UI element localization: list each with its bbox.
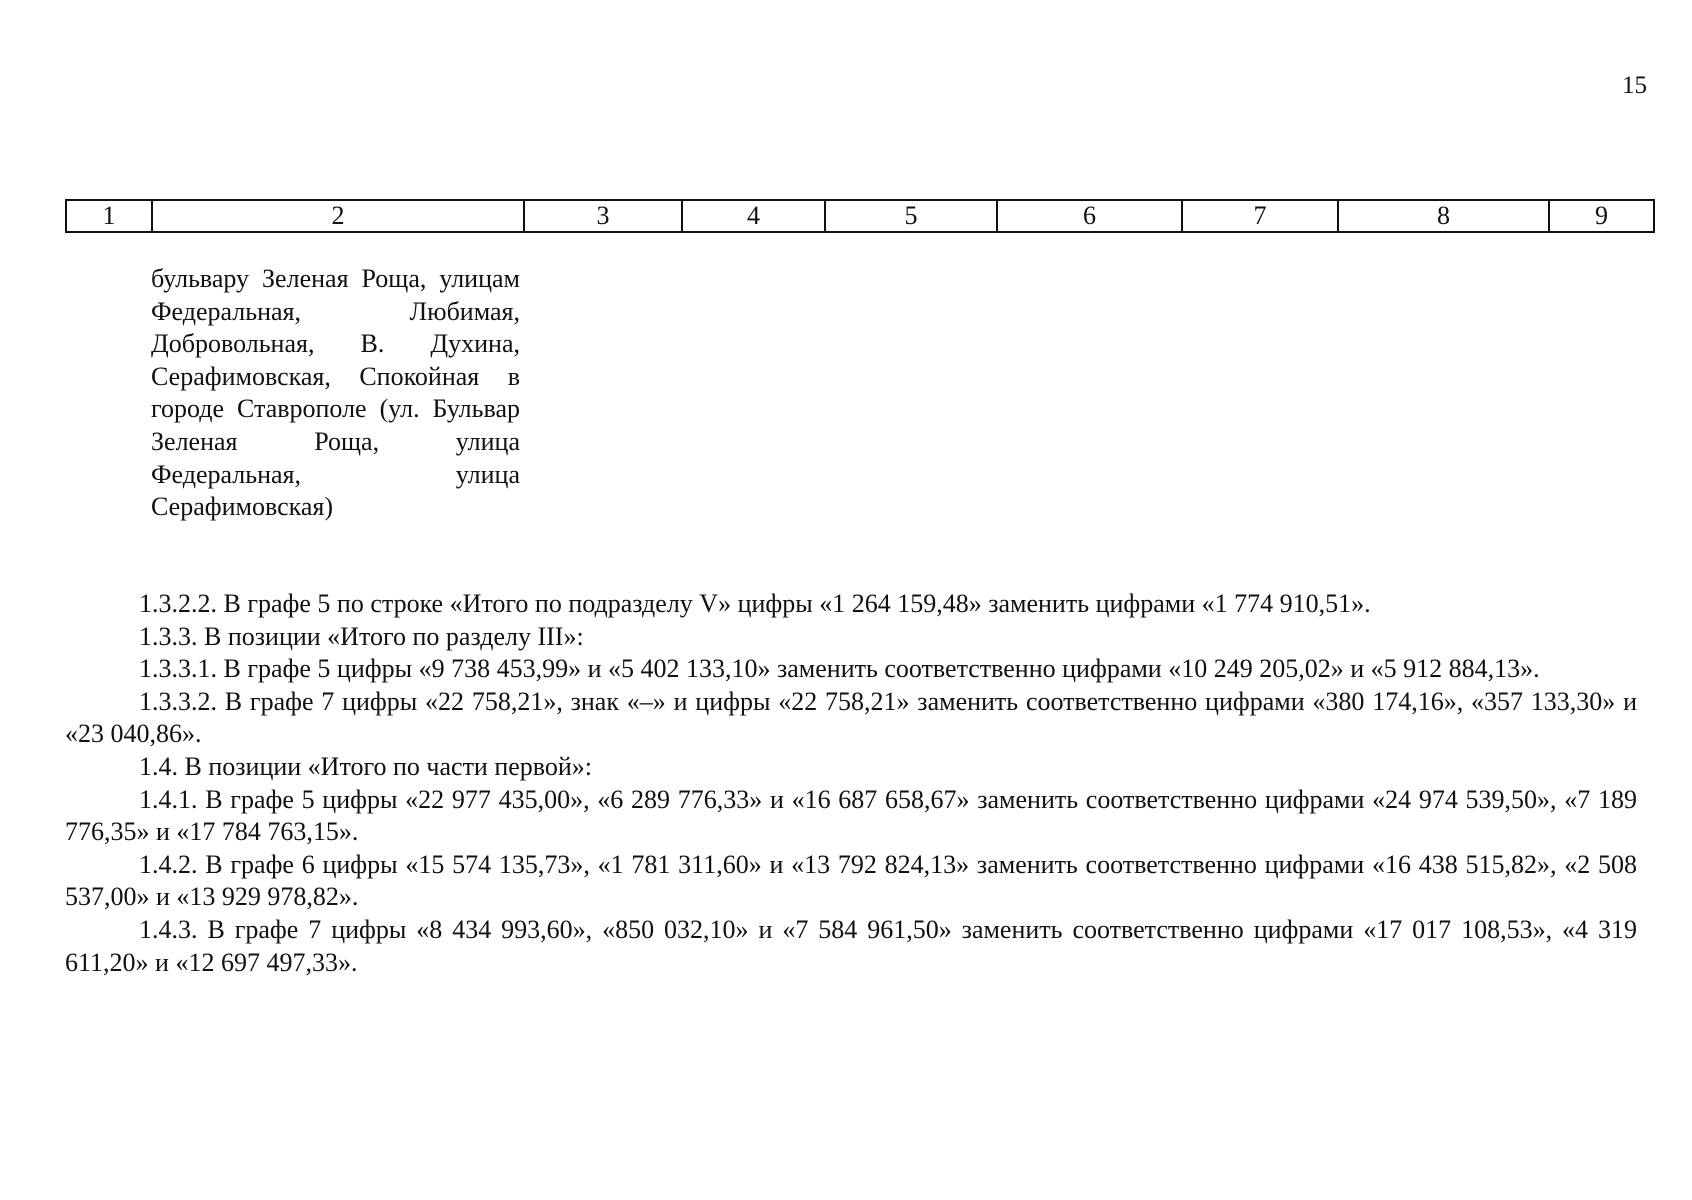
paragraph-1-4-3: 1.4.3. В графе 7 цифры «8 434 993,60», «850 032,10» и «7 584 961,50» заменить соответственно цифрами «17 017 108,53», «4 319 611,20» и «12 697 497,33». <box>65 914 1637 977</box>
column-number-row <box>66 200 1654 232</box>
page-number: 15 <box>1622 72 1647 99</box>
column-number-header-table <box>65 199 1655 233</box>
column-number-cell: 4 <box>682 200 825 232</box>
column-number-cell: 9 <box>1549 200 1654 232</box>
address-cell-text <box>151 263 520 524</box>
column-number-cell: 2 <box>152 200 524 232</box>
paragraph-1-3-2-2: 1.3.2.2. В графе 5 по строке «Итого по подразделу V» цифры «1 264 159,48» заменить цифрами «1 774 910,51». <box>139 589 1371 618</box>
column-number-cell: 5 <box>825 200 997 232</box>
paragraph-1-3-3-2: 1.3.3.2. В графе 7 цифры «22 758,21», знак «–» и цифры «22 758,21» заменить соответственно цифрами «380 174,16», «357 133,30» и «23 040,86». <box>65 686 1637 749</box>
paragraph-1-4-1: 1.4.1. В графе 5 цифры «22 977 435,00», «6 289 776,33» и «16 687 658,67» заменить соответственно цифрами «24 974 539,50», «7 189 776,35» и «17 784 763,15». <box>65 784 1637 847</box>
column-number-cell: 7 <box>1182 200 1338 232</box>
paragraph-1-3-3: 1.3.3. В позиции «Итого по разделу III»: <box>139 621 584 651</box>
paragraph-1-4: 1.4. В позиции «Итого по части первой»: <box>139 751 593 781</box>
column-number-cell: 8 <box>1338 200 1549 232</box>
column-number-cell: 3 <box>524 200 682 232</box>
address-text: бульвару Зеленая Роща, улицам Федеральная, Любимая, Добровольная, В. Духина, Серафимовская, Спокойная в городе Ставрополе (ул. Бульвар Зеленая Роща, улица Федеральная, улица Серафимовская) <box>151 264 520 522</box>
paragraph-1-3-3-1: 1.3.3.1. В графе 5 цифры «9 738 453,99» и «5 402 133,10» заменить соответственно цифрами «10 249 205,02» и «5 912 884,13». <box>139 654 1540 684</box>
amendment-text <box>65 588 1637 979</box>
column-number-cell: 1 <box>66 200 152 232</box>
paragraph-1-4-2: 1.4.2. В графе 6 цифры «15 574 135,73», «1 781 311,60» и «13 792 824,13» заменить соответственно цифрами «16 438 515,82», «2 508 537,00» и «13 929 978,82». <box>65 849 1637 912</box>
column-number-cell: 6 <box>997 200 1182 232</box>
